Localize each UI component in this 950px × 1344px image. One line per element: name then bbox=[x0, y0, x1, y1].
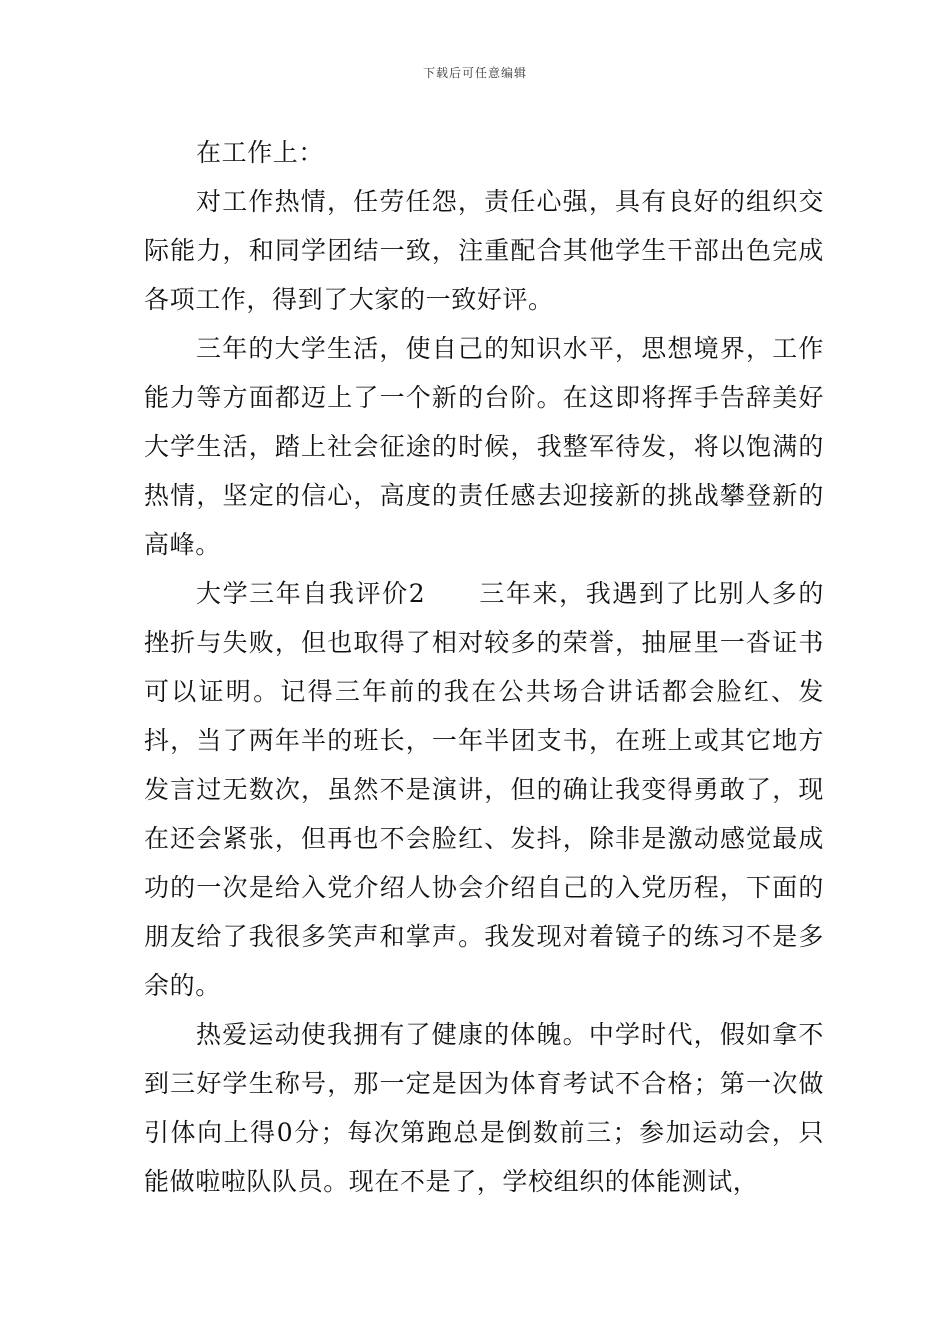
paragraph-work-heading: 在工作上： bbox=[196, 138, 325, 167]
paragraph-college-life: 三年的大学生活，使自己的知识水平，思想境界，工作能力等方面都迈上了一个新的台阶。在这即将挥手告辞美好大学生活，踏上社会征途的时候，我整军待发，将以饱满的热情，坚定的信心，高度的责任感去迎接新的挑战攀登新的高峰。 bbox=[144, 334, 824, 559]
paragraph-sports: 热爱运动使我拥有了健康的体魄。中学时代，假如拿不到三好学生称号，那一定是因为体育考试不合格；第一次做引体向上得0分；每次第跑总是倒数前三；参加运动会，只能做啦啦队队员。现在不是了，学校组织的体能测试， bbox=[144, 1020, 824, 1196]
document-body bbox=[144, 128, 824, 1206]
page-header: 下载后可任意编辑 bbox=[422, 66, 527, 80]
paragraph-self-evaluation-2: 大学三年自我评价2 三年来，我遇到了比别人多的挫折与失败，但也取得了相对较多的荣誉，抽屉里一沓证书可以证明。记得三年前的我在公共场合讲话都会脸红、发抖，当了两年半的班长，一年半团支书，在班上或其它地方发言过无数次，虽然不是演讲，但的确让我变得勇敢了，现在还会紧张，但再也不会脸红、发抖，除非是激动感觉最成功的一次是给入党介绍人协会介绍自己的入党历程，下面的朋友给了我很多笑声和掌声。我发现对着镜子的练习不是多余的。 bbox=[144, 579, 824, 1000]
paragraph-work-attitude: 对工作热情，任劳任怨，责任心强，具有良好的组织交际能力，和同学团结一致，注重配合其他学生干部出色完成各项工作，得到了大家的一致好评。 bbox=[144, 187, 824, 314]
